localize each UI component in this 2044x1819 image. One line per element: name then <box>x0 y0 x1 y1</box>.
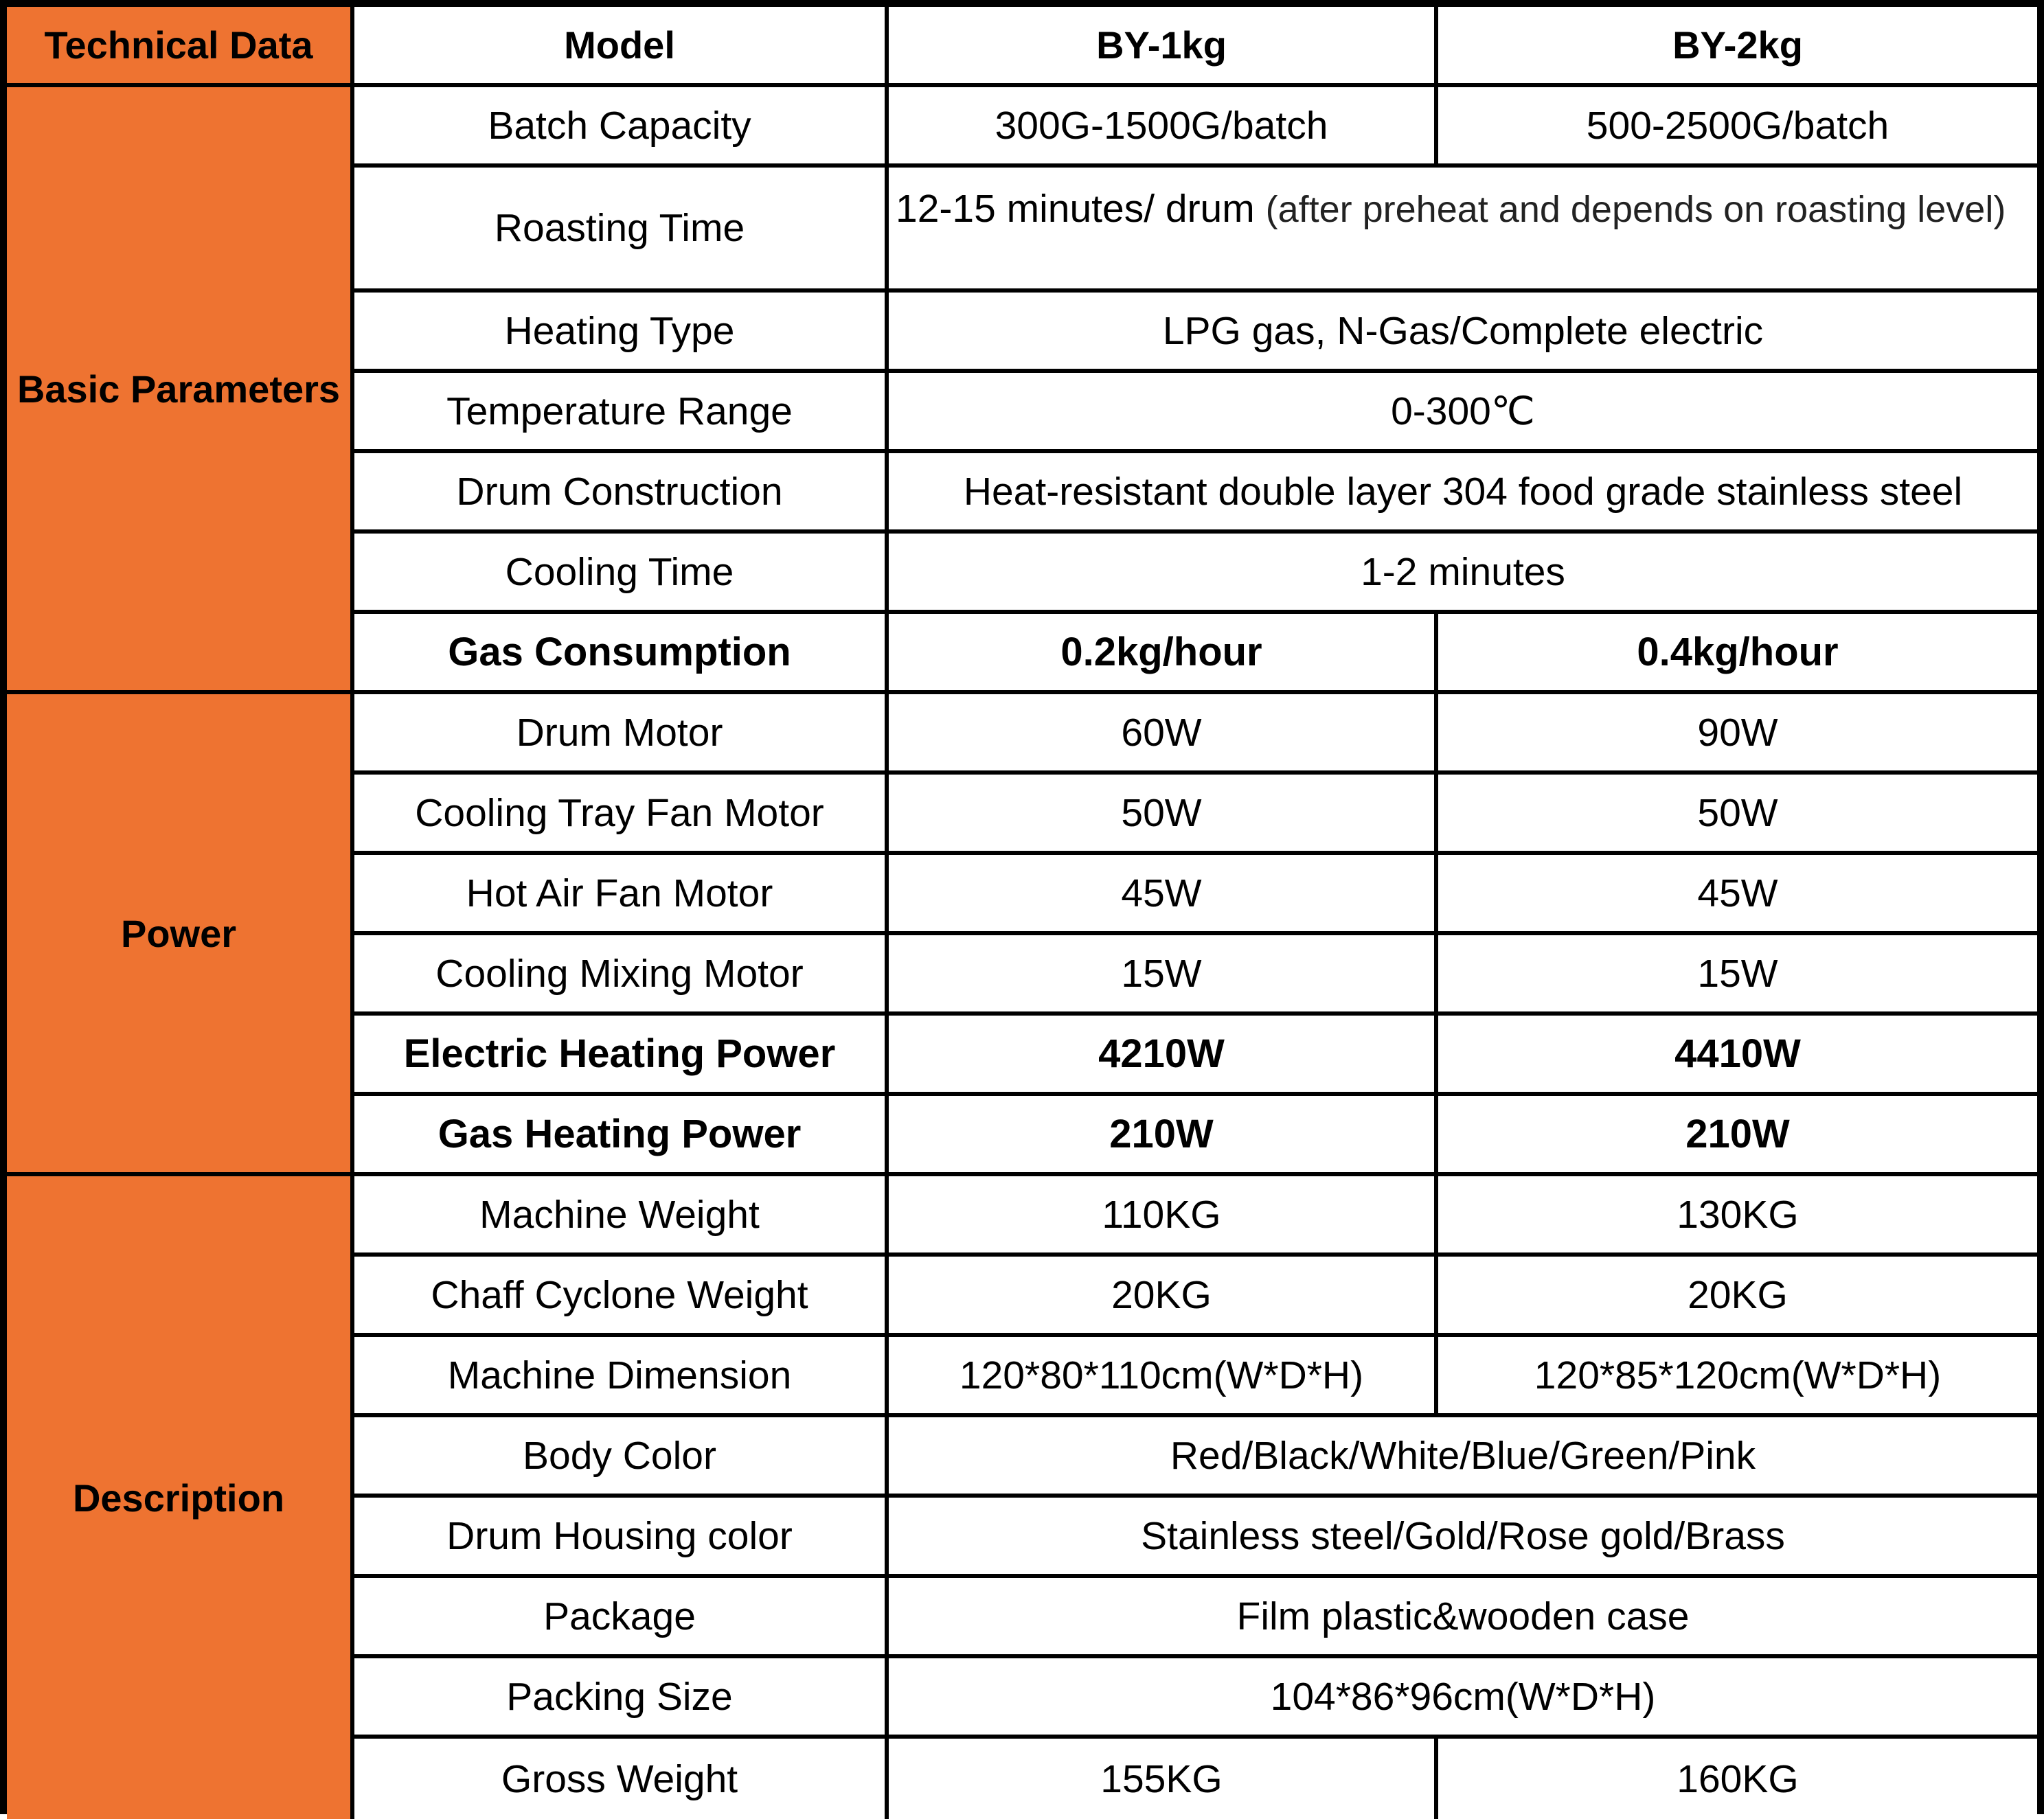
value-cooling-mixing-motor-1: 15W <box>889 935 1438 1016</box>
value-hot-air-fan-motor-1: 45W <box>889 855 1438 935</box>
label-cooling-mixing-motor: Cooling Mixing Motor <box>354 935 889 1016</box>
label-heating-type: Heating Type <box>354 293 889 373</box>
value-roasting-time <box>889 168 2037 293</box>
header-model-2: BY-2kg <box>1438 7 2037 87</box>
value-machine-weight-1: 110KG <box>889 1176 1438 1257</box>
value-batch-capacity-2: 500-2500G/batch <box>1438 87 2037 168</box>
value-drum-housing-color: Stainless steel/Gold/Rose gold/Brass <box>889 1498 2037 1578</box>
label-package: Package <box>354 1578 889 1658</box>
value-gross-weight-1: 155KG <box>889 1739 1438 1819</box>
label-body-color: Body Color <box>354 1417 889 1498</box>
label-roasting-time: Roasting Time <box>354 168 889 293</box>
label-drum-construction: Drum Construction <box>354 453 889 534</box>
roasting-time-note: (after preheat and depends on roasting level) <box>1265 189 2006 230</box>
value-package: Film plastic&wooden case <box>889 1578 2037 1658</box>
header-model-1: BY-1kg <box>889 7 1438 87</box>
value-cooling-mixing-motor-2: 15W <box>1438 935 2037 1016</box>
value-electric-heating-power-2: 4410W <box>1438 1016 2037 1096</box>
header-technical-data: Technical Data <box>7 7 354 87</box>
value-hot-air-fan-motor-2: 45W <box>1438 855 2037 935</box>
label-packing-size: Packing Size <box>354 1658 889 1739</box>
label-gas-heating-power: Gas Heating Power <box>354 1096 889 1176</box>
value-chaff-cyclone-weight-2: 20KG <box>1438 1257 2037 1337</box>
value-gas-consumption-1: 0.2kg/hour <box>889 614 1438 694</box>
label-gas-consumption: Gas Consumption <box>354 614 889 694</box>
label-cooling-tray-fan-motor: Cooling Tray Fan Motor <box>354 775 889 855</box>
value-gas-heating-power-2: 210W <box>1438 1096 2037 1176</box>
value-heating-type: LPG gas, N-Gas/Complete electric <box>889 293 2037 373</box>
value-machine-weight-2: 130KG <box>1438 1176 2037 1257</box>
group-description: Description <box>7 1176 354 1819</box>
label-batch-capacity: Batch Capacity <box>354 87 889 168</box>
label-temperature-range: Temperature Range <box>354 373 889 453</box>
label-drum-housing-color: Drum Housing color <box>354 1498 889 1578</box>
label-machine-dimension: Machine Dimension <box>354 1337 889 1417</box>
value-batch-capacity-1: 300G-1500G/batch <box>889 87 1438 168</box>
value-chaff-cyclone-weight-1: 20KG <box>889 1257 1438 1337</box>
value-cooling-time: 1-2 minutes <box>889 534 2037 614</box>
group-power: Power <box>7 694 354 1176</box>
label-drum-motor: Drum Motor <box>354 694 889 775</box>
label-chaff-cyclone-weight: Chaff Cyclone Weight <box>354 1257 889 1337</box>
value-body-color: Red/Black/White/Blue/Green/Pink <box>889 1417 2037 1498</box>
value-gas-consumption-2: 0.4kg/hour <box>1438 614 2037 694</box>
value-machine-dimension-1: 120*80*110cm(W*D*H) <box>889 1337 1438 1417</box>
value-cooling-tray-fan-motor-1: 50W <box>889 775 1438 855</box>
roasting-time-lead: 12-15 minutes/ drum <box>896 187 1255 231</box>
value-drum-motor-2: 90W <box>1438 694 2037 775</box>
label-electric-heating-power: Electric Heating Power <box>354 1016 889 1096</box>
value-electric-heating-power-1: 4210W <box>889 1016 1438 1096</box>
value-drum-motor-1: 60W <box>889 694 1438 775</box>
group-basic-parameters: Basic Parameters <box>7 87 354 694</box>
value-packing-size: 104*86*96cm(W*D*H) <box>889 1658 2037 1739</box>
label-machine-weight: Machine Weight <box>354 1176 889 1257</box>
label-gross-weight: Gross Weight <box>354 1739 889 1819</box>
value-gas-heating-power-1: 210W <box>889 1096 1438 1176</box>
label-cooling-time: Cooling Time <box>354 534 889 614</box>
value-drum-construction: Heat-resistant double layer 304 food grade stainless steel <box>889 453 2037 534</box>
value-temperature-range: 0-300℃ <box>889 373 2037 453</box>
value-cooling-tray-fan-motor-2: 50W <box>1438 775 2037 855</box>
value-machine-dimension-2: 120*85*120cm(W*D*H) <box>1438 1337 2037 1417</box>
value-gross-weight-2: 160KG <box>1677 1757 1799 1801</box>
label-hot-air-fan-motor: Hot Air Fan Motor <box>354 855 889 935</box>
header-model: Model <box>354 7 889 87</box>
